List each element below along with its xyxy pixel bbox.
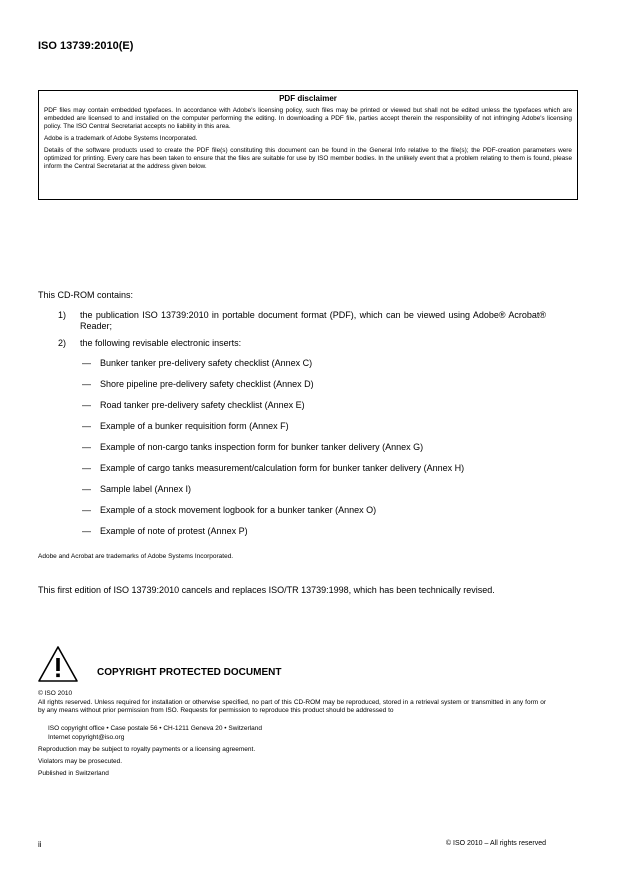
disclaimer-paragraph-2: Adobe is a trademark of Adobe Systems Incorporated. bbox=[44, 135, 198, 142]
contents-intro: This CD-ROM contains: bbox=[38, 290, 134, 300]
page-number: ii bbox=[38, 840, 42, 849]
violators-note: Violators may be prosecuted. bbox=[38, 758, 123, 765]
insert-item: — Road tanker pre-delivery safety checklist (Annex E) bbox=[82, 400, 305, 410]
dash: — bbox=[82, 484, 91, 494]
item-number: 1) bbox=[58, 310, 67, 320]
insert-item: — Example of non-cargo tanks inspection form for bunker tanker delivery (Annex G) bbox=[82, 442, 424, 452]
dash: — bbox=[82, 358, 91, 368]
dash: — bbox=[82, 421, 91, 431]
disclaimer-paragraph-1: PDF files may contain embedded typefaces. In accordance with Adobe's licensing policy, such files may be printed or viewed but shall not be edited unless the typefaces which are embedded are licensed to and installed on the computer performing the editing. In downloading a PDF file, parties accept therein the responsibility of not infringing Adobe's licensing policy. The ISO Central Secretariat accepts no liability in this area. bbox=[44, 107, 572, 130]
royalty-note: Reproduction may be subject to royalty payments or a licensing agreement. bbox=[38, 746, 256, 753]
document-header: ISO 13739:2010(E) bbox=[38, 40, 134, 52]
insert-item: — Example of note of protest (Annex P) bbox=[82, 526, 248, 536]
trademark-note: Adobe and Acrobat are trademarks of Adobe Systems Incorporated. bbox=[38, 553, 234, 560]
pdf-disclaimer-box bbox=[38, 90, 578, 200]
dash: — bbox=[82, 505, 91, 515]
copyright-email: Internet copyright@iso.org bbox=[48, 734, 125, 741]
copyright-address: ISO copyright office • Case postale 56 • CH-1211 Geneva 20 • Switzerland bbox=[48, 725, 262, 732]
insert-item: — Example of a stock movement logbook for a bunker tanker (Annex O) bbox=[82, 505, 377, 515]
item-text: the following revisable electronic inserts: bbox=[80, 338, 242, 348]
edition-statement: This first edition of ISO 13739:2010 cancels and replaces ISO/TR 13739:1998, which has been technically revised. bbox=[38, 585, 495, 595]
dash: — bbox=[82, 400, 91, 410]
disclaimer-title: PDF disclaimer bbox=[279, 94, 337, 103]
insert-item: — Bunker tanker pre-delivery safety checklist (Annex C) bbox=[82, 358, 313, 368]
copyright-year: © ISO 2010 bbox=[38, 690, 73, 697]
dash: — bbox=[82, 526, 91, 536]
published-note: Published in Switzerland bbox=[38, 770, 109, 777]
insert-item: — Example of cargo tanks measurement/calculation form for bunker tanker delivery (Annex H) bbox=[82, 463, 465, 473]
insert-item: — Example of a bunker requisition form (Annex F) bbox=[82, 421, 289, 431]
insert-item: — Shore pipeline pre-delivery safety checklist (Annex D) bbox=[82, 379, 314, 389]
footer-copyright: © ISO 2010 – All rights reserved bbox=[445, 840, 546, 847]
copyright-rights: All rights reserved. Unless required for installation or otherwise specified, no part of this CD-ROM may be reproduced, stored in a retrieval system or transmitted in any form or by any means without prior permission from ISO. Requests for permission to reproduce this product should be addressed to bbox=[38, 699, 546, 714]
dash: — bbox=[82, 379, 91, 389]
dash: — bbox=[82, 463, 91, 473]
copyright-title: COPYRIGHT PROTECTED DOCUMENT bbox=[97, 667, 282, 678]
dash: — bbox=[82, 442, 91, 452]
item-number: 2) bbox=[58, 338, 67, 348]
item-text: the publication ISO 13739:2010 in portable document format (PDF), which can be viewed using Adobe® Acrobat® Reader; bbox=[80, 310, 546, 331]
contents-item-1 bbox=[58, 310, 546, 332]
warning-icon bbox=[37, 645, 79, 683]
insert-item: — Sample label (Annex I) bbox=[82, 484, 192, 494]
disclaimer-paragraph-3: Details of the software products used to create the PDF file(s) constituting this document can be found in the General Info relative to the file(s); the PDF-creation parameters were optimized for printing. Every care has been taken to ensure that the files are suitable for use by ISO member bodies. In the unlikely event that a problem relating to them is found, please inform the Central Secretariat at the address given below. bbox=[44, 147, 572, 170]
